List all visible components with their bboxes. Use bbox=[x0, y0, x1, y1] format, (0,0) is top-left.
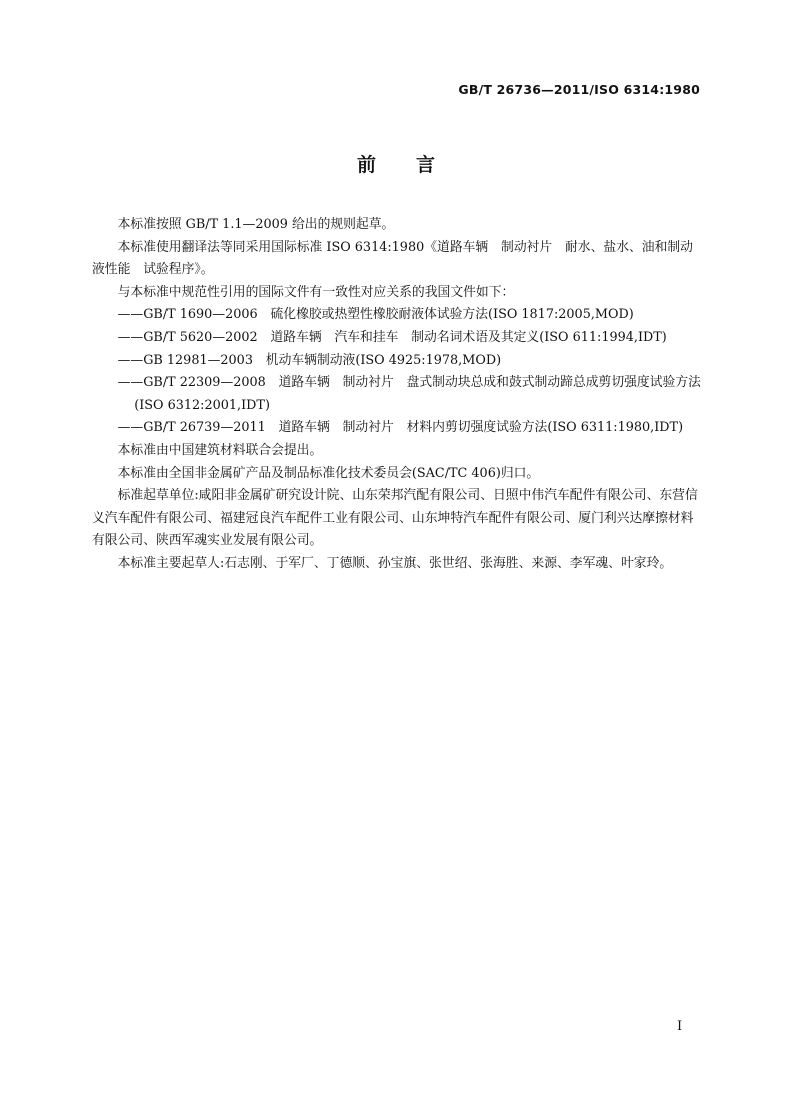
page-number: I bbox=[677, 1019, 683, 1034]
reference-item: ——GB/T 5620—2002 道路车辆 汽车和挂车 制动名词术语及其定义(ISO 611:1994,IDT) bbox=[117, 329, 667, 345]
paragraph-drafting-units: 标准起草单位:咸阳非金属矿研究设计院、山东荣邦汽配有限公司、日照中伟汽车配件有限公司、东营信义汽车配件有限公司、福建冠良汽车配件工业有限公司、山东坤特汽车配件有限公司、厦门利兴达摩擦材料有限公司、陕西军魂实业发展有限公司。 bbox=[92, 488, 698, 549]
paragraph-committee: 本标准由全国非金属矿产品及制品标准化技术委员会(SAC/TC 406)归口。 bbox=[117, 465, 540, 481]
standard-code-header: GB/T 26736—2011/ISO 6314:1980 bbox=[458, 82, 700, 97]
paragraph-adoption: 本标准使用翻译法等同采用国际标准 ISO 6314:1980《道路车辆 制动衬片 耐水、盐水、油和制动液性能 试验程序》。 bbox=[92, 239, 693, 278]
paragraph-references-intro: 与本标准中规范性引用的国际文件有一致性对应关系的我国文件如下： bbox=[117, 284, 515, 300]
paragraph-proposer: 本标准由中国建筑材料联合会提出。 bbox=[117, 442, 323, 458]
page-title: 前言 bbox=[356, 154, 475, 176]
reference-item: ——GB/T 22309—2008 道路车辆 制动衬片 盘式制动块总成和鼓式制动蹄总成剪切强度试验方法(ISO 6312:2001,IDT) bbox=[117, 375, 701, 413]
paragraph-drafting-rules: 本标准按照 GB/T 1.1—2009 给出的规则起草。 bbox=[117, 217, 395, 232]
reference-item: ——GB 12981—2003 机动车辆制动液(ISO 4925:1978,MOD) bbox=[117, 352, 502, 368]
paragraph-drafters: 本标准主要起草人:石志刚、于军厂、丁德顺、孙宝旗、张世绍、张海胜、来源、李军魂、叶家玲。 bbox=[117, 555, 673, 571]
reference-item: ——GB/T 26739—2011 道路车辆 制动衬片 材料内剪切强度试验方法(ISO 6311:1980,IDT) bbox=[117, 420, 684, 436]
foreword-body bbox=[92, 214, 704, 576]
reference-item: ——GB/T 1690—2006 硫化橡胶或热塑性橡胶耐液体试验方法(ISO 1817:2005,MOD) bbox=[117, 307, 634, 323]
